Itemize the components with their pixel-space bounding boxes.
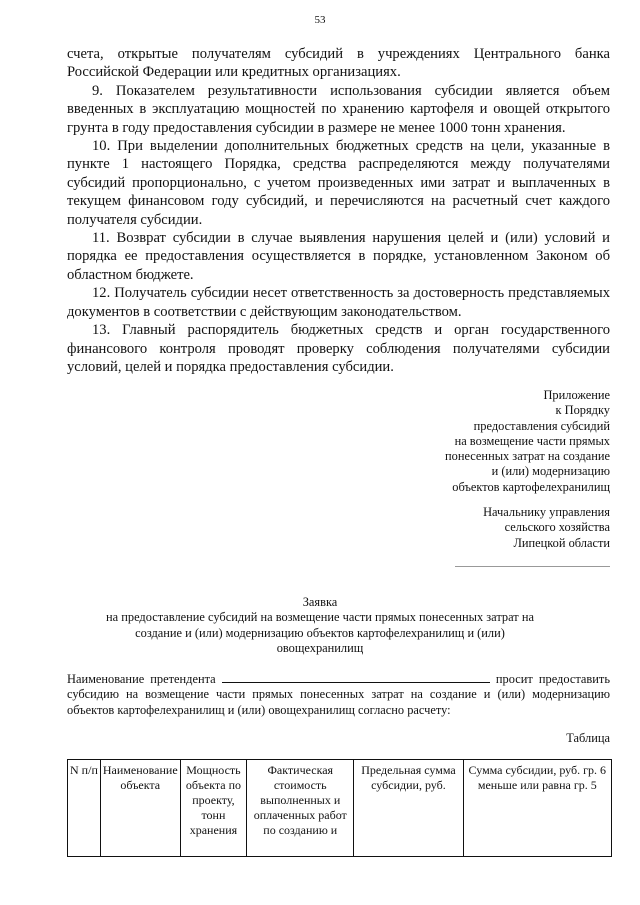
application-subtitle-line: на предоставление субсидий на возмещение части прямых понесенных затрат на bbox=[106, 610, 534, 625]
request-text: просит предоставить субсидию на возмещение части прямых понесенных затрат на создание и (или) модернизацию объектов картофелехранилищ и (или) овощехранилищ согласно расчету: bbox=[67, 672, 610, 717]
paragraph: 12. Получатель субсидии несет ответственность за достоверность представляемых документов в соответствии с действующим законодательством. bbox=[67, 285, 610, 320]
addressee-line: Начальнику управления bbox=[483, 505, 610, 519]
header-cell: Наименование объекта bbox=[100, 760, 180, 857]
table-caption: Таблица bbox=[566, 731, 610, 745]
header-cell: Фактическая стоимость выполненных и оплаченных работ по созданию и bbox=[247, 760, 354, 857]
addressee-line: сельского хозяйства bbox=[504, 520, 610, 535]
header-cell: Мощность объекта по проекту, тонн хранения bbox=[180, 760, 247, 857]
table-header-row bbox=[68, 760, 612, 857]
addressee-line: Липецкой области bbox=[513, 535, 610, 550]
attachment-header bbox=[350, 388, 610, 495]
applicant-name-blank[interactable] bbox=[222, 671, 490, 683]
paragraph: 10. При выделении дополнительных бюджетных средств на цели, указанные в пункте 1 настоящего Порядка, средства распределяются между получателями субсидий пропорционально, с учетом произведенных ими затрат и выплаченных в текущем финансовом году субсидий, и перечисляются на расчетный счет каждого получателя субсидии. bbox=[67, 138, 610, 228]
attachment-line: и (или) модернизацию bbox=[491, 464, 610, 479]
paragraph: 11. Возврат субсидии в случае выявления нарушения целей и (или) условий и порядка ее предоставления осуществляется в порядке, установленном Законом об областном бюджете. bbox=[67, 230, 610, 283]
header-cell: N п/п bbox=[68, 760, 101, 857]
header-cell: Предельная сумма субсидии, руб. bbox=[354, 760, 463, 857]
attachment-line: на возмещение части прямых bbox=[454, 433, 610, 448]
attachment-line: Приложение bbox=[543, 388, 610, 402]
addressee-block bbox=[350, 505, 610, 551]
applicant-label: Наименование претендента bbox=[67, 672, 216, 686]
paragraph: 13. Главный распорядитель бюджетных средств и орган государственного финансового контроля проводят проверку соблюдения получателями субсидии условий, целей и порядка предоставления субсидии. bbox=[67, 322, 610, 375]
application-title-block bbox=[0, 595, 640, 656]
page-number: 53 bbox=[314, 14, 326, 26]
calculation-table bbox=[67, 759, 612, 857]
attachment-line: понесенных затрат на создание bbox=[445, 449, 610, 464]
application-subtitle-line: овощехранилищ bbox=[276, 640, 364, 655]
attachment-line: предоставления субсидий bbox=[473, 418, 610, 433]
application-title: Заявка bbox=[302, 595, 338, 609]
attachment-line: объектов картофелехранилищ bbox=[452, 479, 610, 494]
paragraph: счета, открытые получателям субсидий в учреждениях Центрального банка Российской Федерации или кредитных организациях. bbox=[67, 46, 610, 81]
application-text bbox=[67, 671, 610, 718]
paragraph: 9. Показателем результативности использования субсидии является объем введенных в эксплуатацию мощностей по хранению картофеля и овощей открытого грунта в году предоставления субсидии в размере не менее 1000 тонн хранения. bbox=[67, 82, 610, 136]
signature-rule bbox=[455, 566, 610, 567]
document-body bbox=[67, 45, 610, 376]
header-cell: Сумма субсидии, руб. гр. 6 меньше или равна гр. 5 bbox=[463, 760, 611, 857]
application-subtitle-line: создание и (или) модернизацию объектов картофелехранилищ и (или) bbox=[135, 625, 505, 640]
attachment-line: к Порядку bbox=[555, 403, 610, 418]
